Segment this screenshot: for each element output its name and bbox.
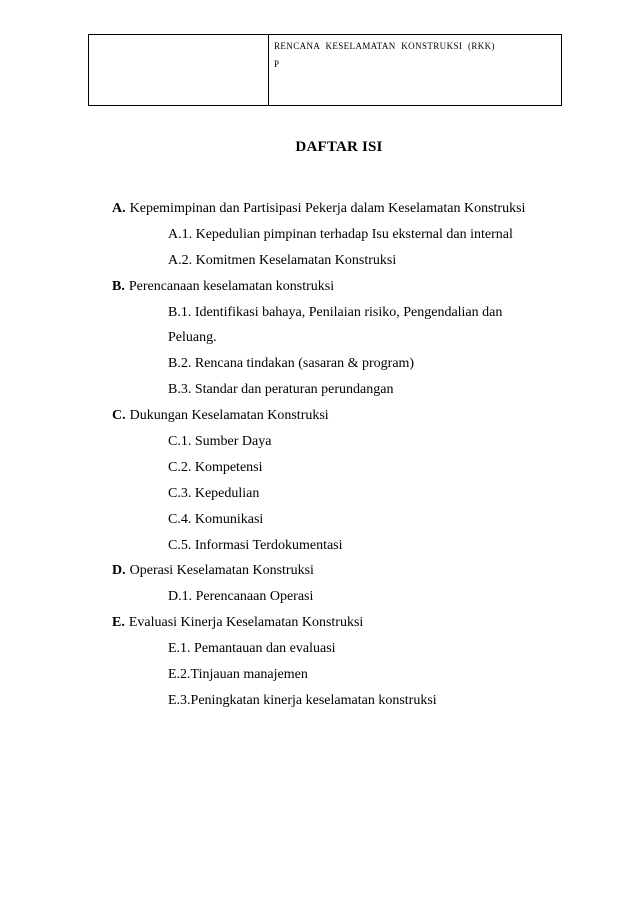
document-header-table bbox=[88, 34, 562, 106]
toc-section-letter: C. bbox=[112, 408, 126, 424]
toc-item: E.3.Peningkatan kinerja keselamatan konstruksi bbox=[168, 692, 437, 708]
toc-heading: DAFTAR ISI bbox=[295, 139, 383, 155]
toc-item: B.1. Identifikasi bahaya, Penilaian risiko, Pengendalian dan bbox=[168, 304, 503, 320]
toc-item: B.2. Rencana tindakan (sasaran & program) bbox=[168, 356, 415, 372]
header-logo-cell bbox=[89, 35, 269, 105]
header-title-cell bbox=[269, 35, 561, 105]
header-subtitle: P bbox=[274, 59, 280, 69]
toc-section-title: Kepemimpinan dan Partisipasi Pekerja dalam Keselamatan Konstruksi bbox=[129, 201, 526, 216]
toc-section-letter: D. bbox=[112, 563, 126, 579]
toc-item: A.2. Komitmen Keselamatan Konstruksi bbox=[168, 252, 397, 268]
toc-section bbox=[112, 610, 572, 636]
toc-item: C.5. Informasi Terdokumentasi bbox=[168, 537, 343, 553]
toc-item: B.3. Standar dan peraturan perundangan bbox=[168, 382, 394, 398]
toc-section bbox=[112, 558, 572, 584]
table-of-contents bbox=[112, 196, 572, 714]
toc-section-letter: B. bbox=[112, 278, 125, 294]
header-title: RENCANA KESELAMATAN KONSTRUKSI (RKK) bbox=[274, 41, 495, 51]
toc-section-letter: A. bbox=[112, 201, 126, 216]
toc-item: E.2.Tinjauan manajemen bbox=[168, 667, 308, 683]
toc-section-letter: E. bbox=[112, 615, 125, 631]
toc-item: Peluang. bbox=[168, 330, 217, 346]
toc-section bbox=[112, 403, 572, 429]
toc-section bbox=[112, 196, 572, 222]
toc-item: C.4. Komunikasi bbox=[168, 511, 264, 527]
toc-section-title: Dukungan Keselamatan Konstruksi bbox=[129, 408, 329, 424]
toc-item: C.1. Sumber Daya bbox=[168, 434, 272, 450]
toc-section-title: Operasi Keselamatan Konstruksi bbox=[129, 563, 314, 579]
toc-item: A.1. Kepedulian pimpinan terhadap Isu eksternal dan internal bbox=[168, 226, 513, 242]
toc-item: C.2. Kompetensi bbox=[168, 459, 263, 475]
toc-section-title: Evaluasi Kinerja Keselamatan Konstruksi bbox=[128, 615, 364, 631]
toc-heading-wrapper bbox=[0, 139, 638, 156]
toc-item: C.3. Kepedulian bbox=[168, 485, 260, 501]
toc-item: E.1. Pemantauan dan evaluasi bbox=[168, 641, 336, 657]
toc-section bbox=[112, 274, 572, 300]
toc-item: D.1. Perencanaan Operasi bbox=[168, 589, 314, 605]
toc-section-title: Perencanaan keselamatan konstruksi bbox=[128, 278, 335, 294]
